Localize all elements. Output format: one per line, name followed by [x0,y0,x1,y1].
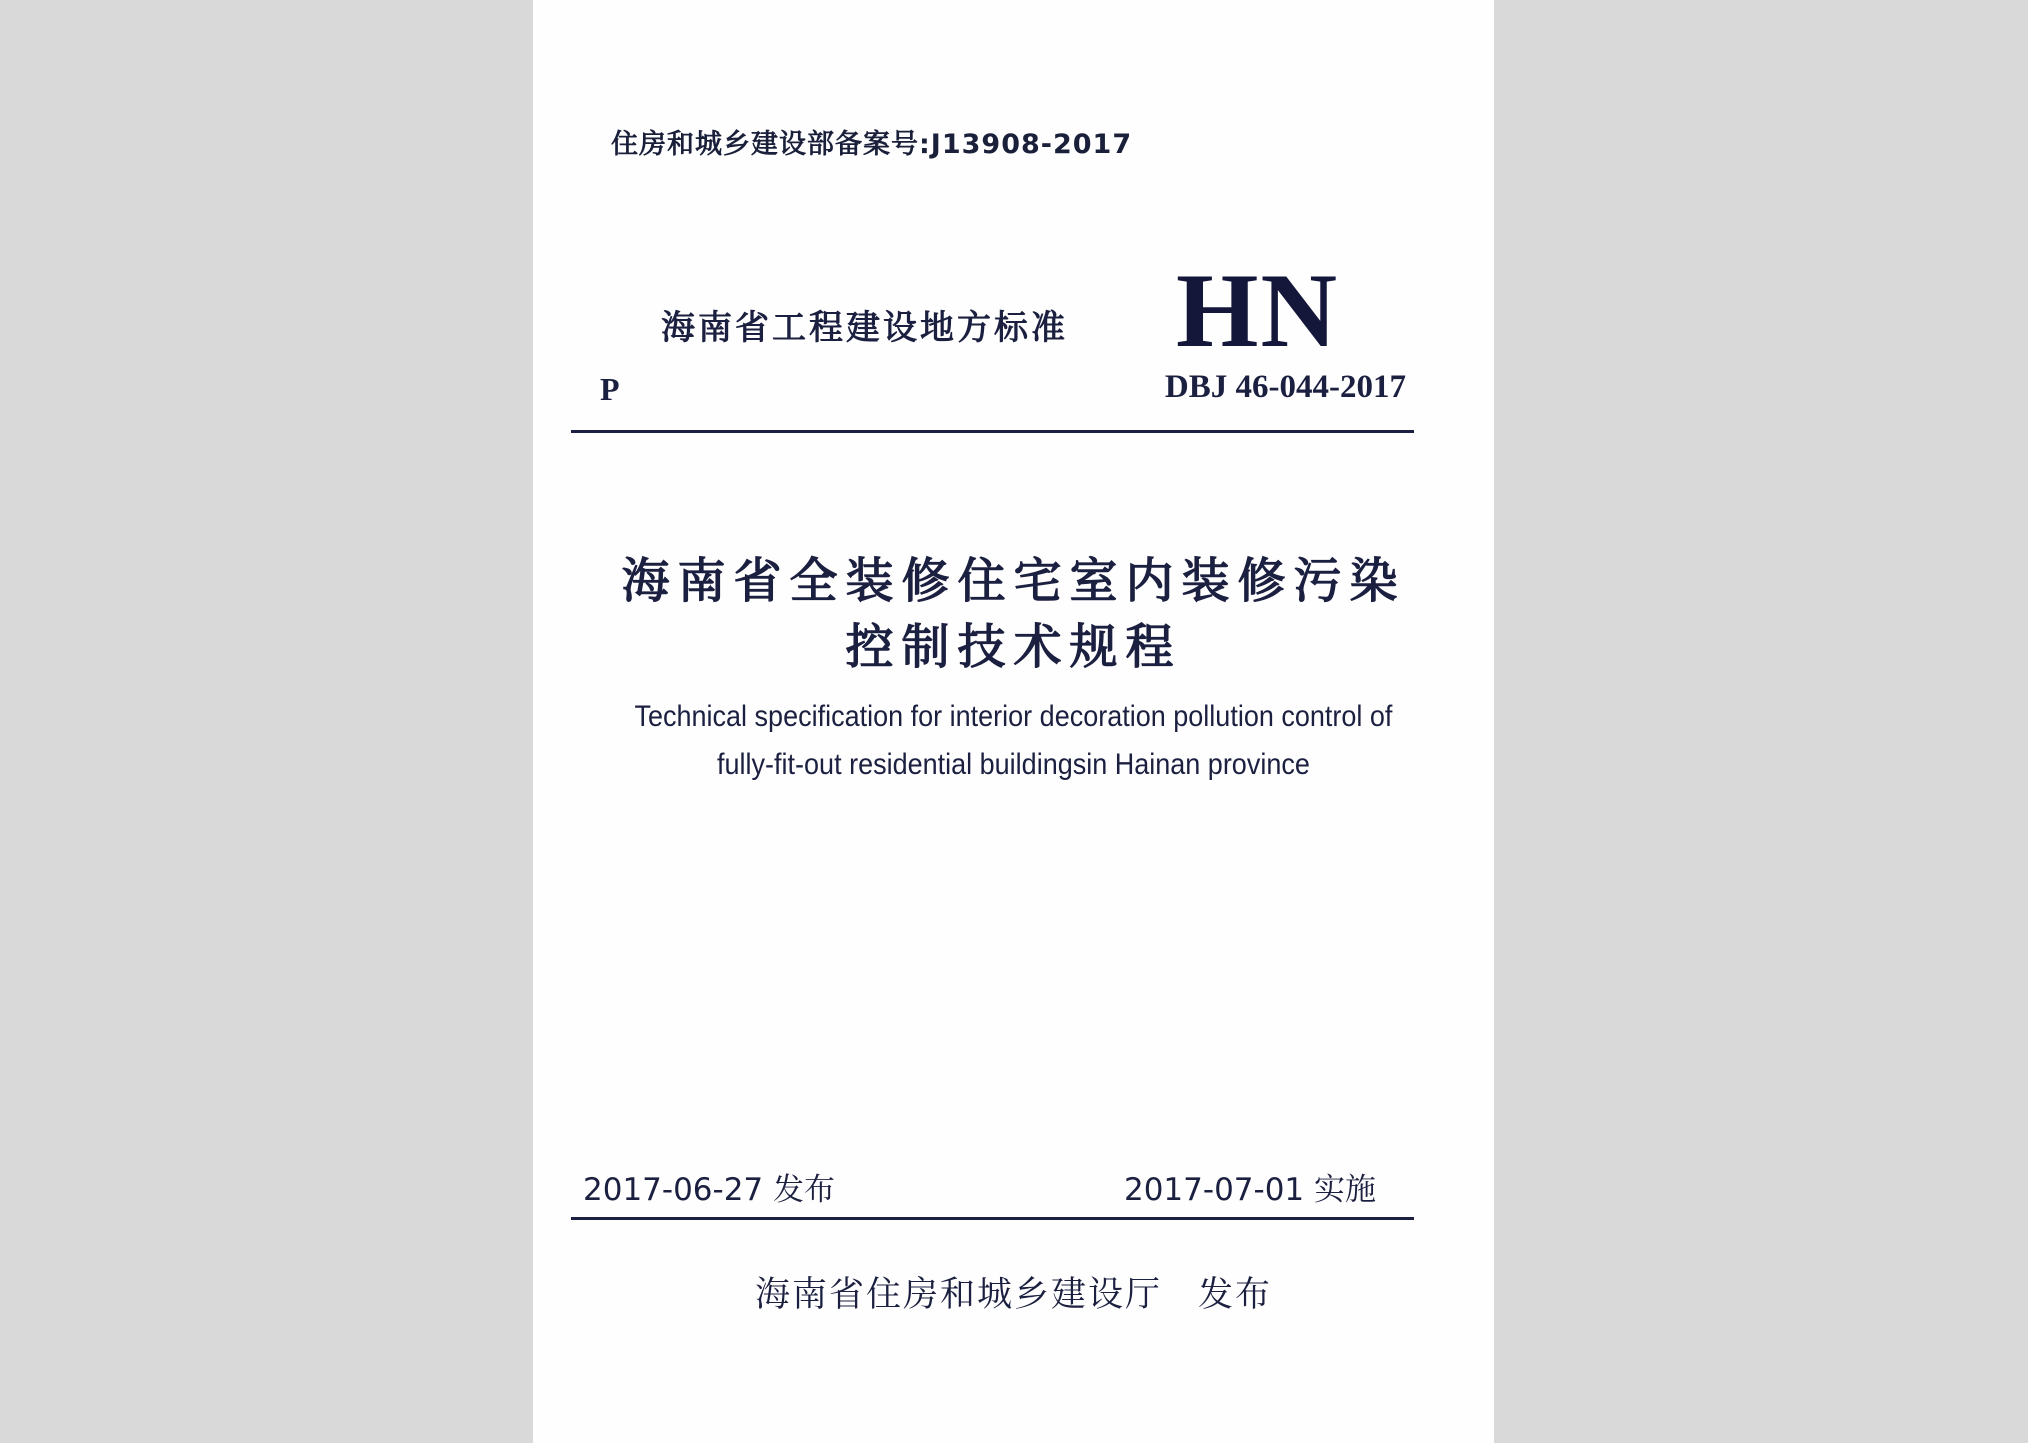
publisher-name: 海南省住房和城乡建设厅 [754,1275,1162,1315]
record-number: 住房和城乡建设部备案号:J13908-2017 [611,129,1133,160]
release-date: 2017-06-27 发布 [583,1172,836,1208]
classification-letter: P [600,371,620,407]
title-chinese-line-1: 海南省全装修住宅室内装修污染 [621,553,1406,609]
hn-logo: HN [1176,252,1339,369]
title-english-line-1: Technical specification for interior decoration pollution control of [634,700,1393,733]
standard-category: 海南省工程建设地方标准 [661,308,1068,348]
publisher-line [533,1267,1494,1317]
standard-number: DBJ 46-044-2017 [1164,369,1406,405]
effective-date: 2017-07-01 实施 [1123,1172,1376,1208]
document-cover-page [533,0,1494,1443]
top-divider [571,430,1414,433]
title-chinese-line-2: 控制技术规程 [845,619,1182,675]
publisher-action: 发布 [1198,1275,1273,1315]
title-english-line-2: fully-fit-out residential buildingsin Hainan province [717,748,1310,781]
bottom-divider [571,1217,1414,1220]
